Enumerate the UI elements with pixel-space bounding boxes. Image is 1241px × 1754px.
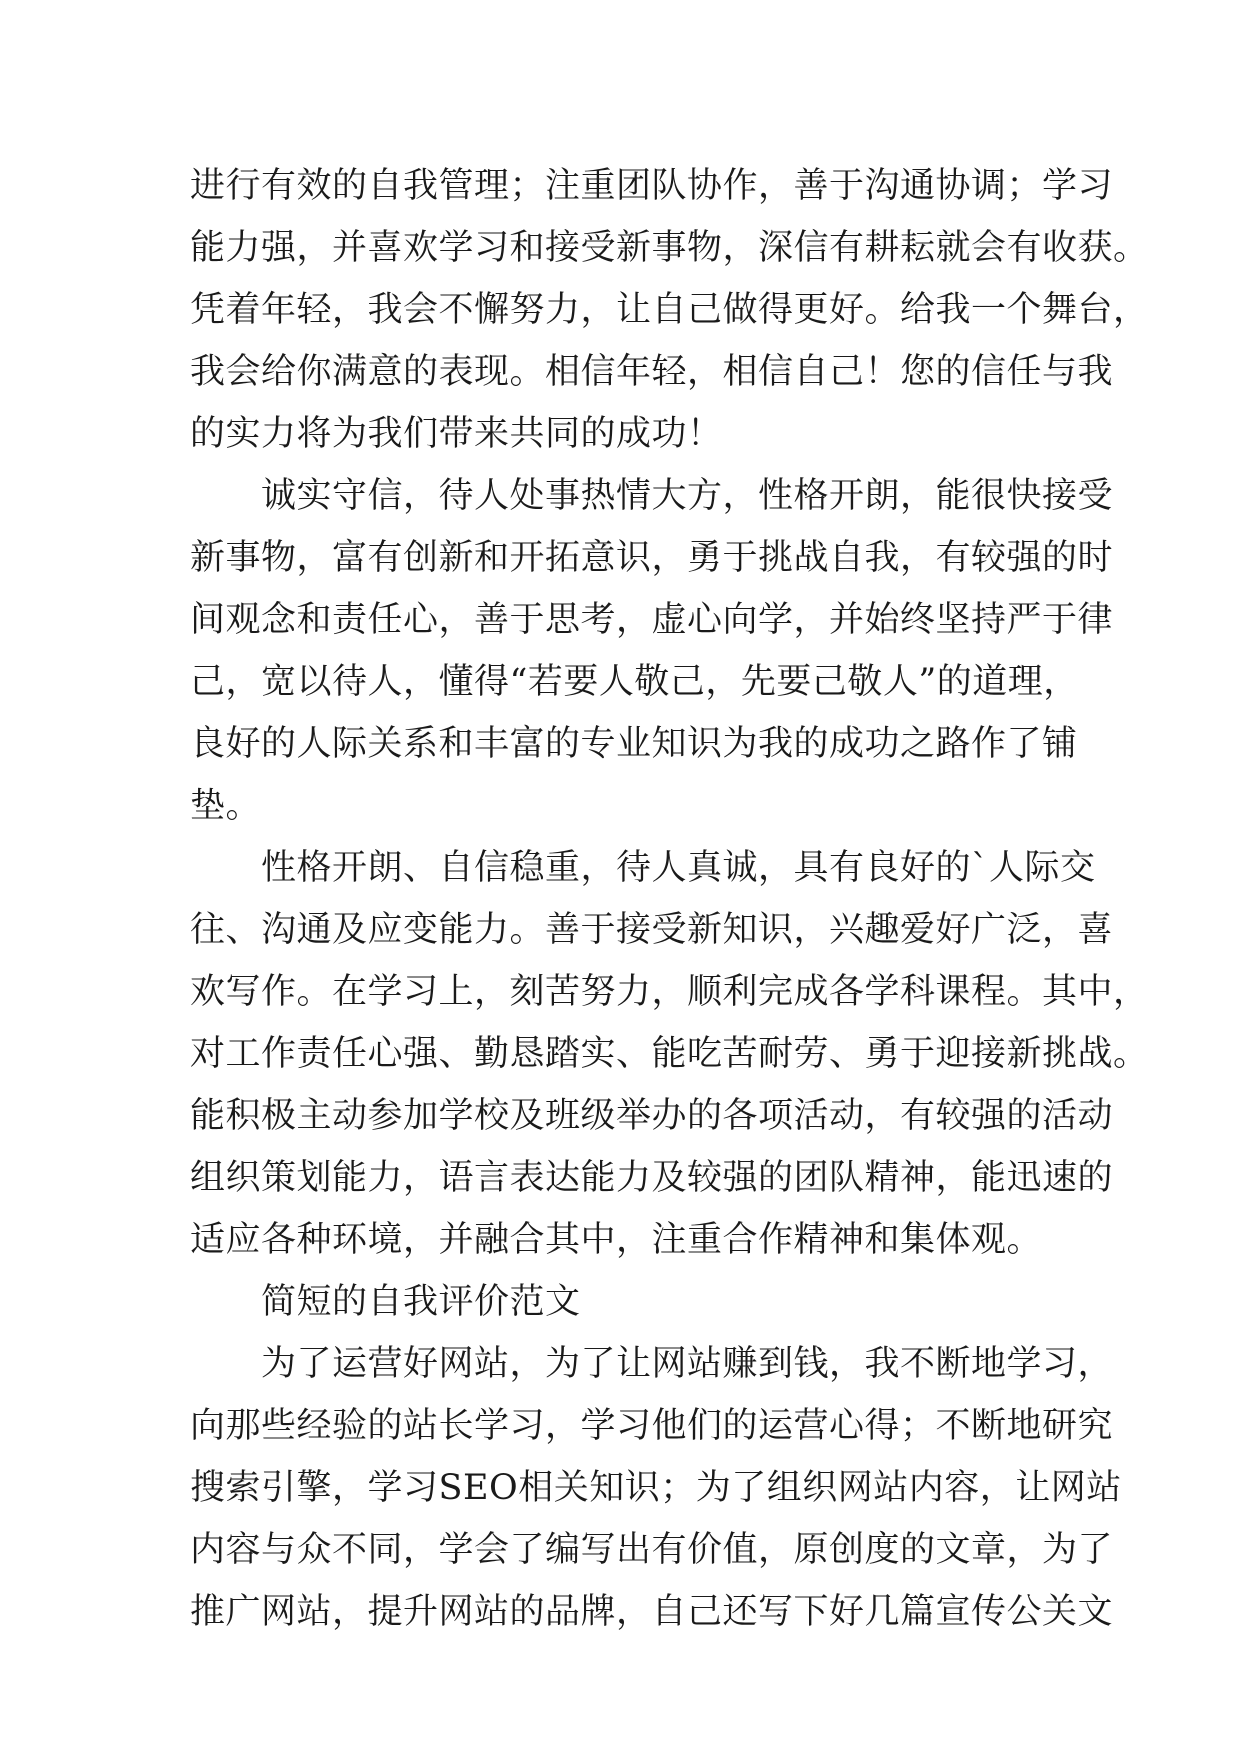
text-line-15: 对工作责任心强、勤恳踏实、能吃苦耐劳、勇于迎接新挑战。 [190,1034,1149,1074]
text-line-3: 凭着年轻，我会不懈努力，让自己做得更好。给我一个舞台， [190,290,1149,330]
text-line-6: 诚实守信，待人处事热情大方，性格开朗，能很快接受 [190,476,1114,516]
text-line-24: 推广网站，提升网站的品牌，自己还写下好几篇宣传公关文 [190,1592,1114,1632]
text-line-23: 内容与众不同，学会了编写出有价值，原创度的文章，为了 [190,1530,1114,1570]
text-line-11: 垫。 [190,786,262,826]
text-line-14: 欢写作。在学习上，刻苦努力，顺利完成各学科课程。其中， [190,972,1149,1012]
text-line-2: 能力强，并喜欢学习和接受新事物，深信有耕耘就会有收获。 [190,228,1149,268]
text-line-4: 我会给你满意的表现。相信年轻，相信自己！您的信任与我 [190,352,1114,392]
text-line-16: 能积极主动参加学校及班级举办的各项活动，有较强的活动 [190,1096,1114,1136]
text-line-5: 的实力将为我们带来共同的成功！ [190,414,723,454]
text-line-8: 间观念和责任心，善于思考，虚心向学，并始终坚持严于律 [190,600,1114,640]
text-line-21: 向那些经验的站长学习，学习他们的运营心得；不断地研究 [190,1406,1114,1446]
text-line-9: 己，宽以待人，懂得“若要人敬己，先要己敬人”的道理， [190,662,1079,702]
text-line-22: 搜索引擎，学习SEO相关知识；为了组织网站内容，让网站 [190,1468,1122,1508]
document-body [190,155,1149,1643]
text-line-13: 往、沟通及应变能力。善于接受新知识，兴趣爱好广泛，喜 [190,910,1114,950]
text-line-18: 适应各种环境，并融合其中，注重合作精神和集体观。 [190,1220,1043,1260]
section-heading: 简短的自我评价范文 [190,1282,581,1322]
text-line-17: 组织策划能力，语言表达能力及较强的团队精神，能迅速的 [190,1158,1114,1198]
text-line-12: 性格开朗、自信稳重，待人真诚，具有良好的`人际交 [190,848,1096,888]
text-line-20: 为了运营好网站，为了让网站赚到钱，我不断地学习， [190,1344,1114,1384]
text-line-7: 新事物，富有创新和开拓意识，勇于挑战自我，有较强的时 [190,538,1114,578]
text-line-10: 良好的人际关系和丰富的专业知识为我的成功之路作了铺 [190,724,1078,764]
text-line-1: 进行有效的自我管理；注重团队协作，善于沟通协调；学习 [190,166,1114,206]
